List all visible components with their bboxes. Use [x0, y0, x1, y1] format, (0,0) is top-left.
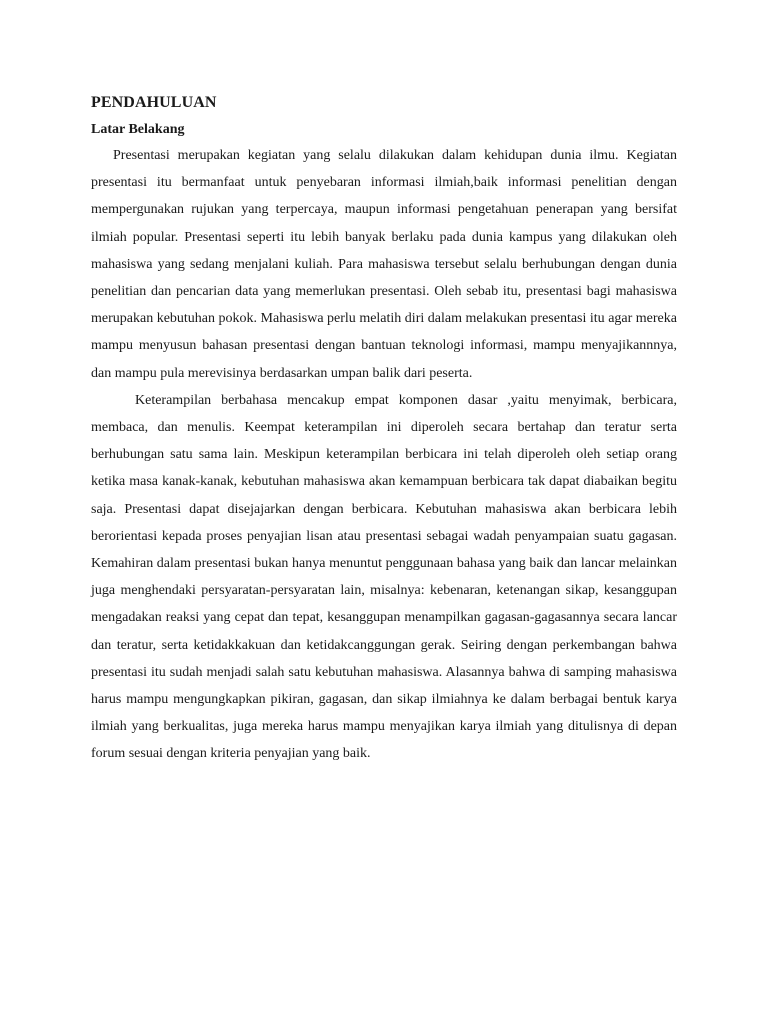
document-title: PENDAHULUAN [91, 94, 217, 111]
body-paragraph-1: Presentasi merupakan kegiatan yang selalu dilakukan dalam kehidupan dunia ilmu. Kegiatan presentasi itu bermanfaat untuk penyebaran informasi ilmiah,baik informasi penelitian dengan mempergunakan rujukan yang terpercaya, maupun informasi pengetahuan penerapan yang bersifat ilmiah popular. Presentasi seperti itu lebih banyak berlaku pada dunia kampus yang dilakukan oleh mahasiswa yang sedang menjalani kuliah. Para mahasiswa tersebut selalu berhubungan dengan dunia penelitian dan pencarian data yang memerlukan presentasi. Oleh sebab itu, presentasi bagi mahasiswa merupakan kebutuhan pokok. Mahasiswa perlu melatih diri dalam melakukan presentasi itu agar mereka mampu menyusun bahasan presentasi dengan bantuan teknologi informasi, mampu menyajikannnya, dan mampu pula merevisinya berdasarkan umpan balik dari peserta. [91, 148, 677, 381]
section-heading: Latar Belakang [91, 122, 185, 137]
body-paragraph-2: Keterampilan berbahasa mencakup empat komponen dasar ,yaitu menyimak, berbicara, membaca, dan menulis. Keempat keterampilan ini diperoleh secara bertahap dan teratur serta berhubungan satu sama lain. Meskipun keterampilan berbicara ini telah diperoleh oleh setiap orang ketika masa kanak-kanak, kebutuhan mahasiswa akan kemampuan berbicara tak dapat diabaikan begitu saja. Presentasi dapat disejajarkan dengan berbicara. Kebutuhan mahasiswa akan berbicara lebih berorientasi kepada proses penyajian lisan atau presentasi sebagai wadah penyampaian suatu gagasan. Kemahiran dalam presentasi bukan hanya menuntut penggunaan bahasa yang baik dan lancar melainkan juga menghendaki persyaratan-persyaratan lain, misalnya: kebenaran, ketenangan sikap, kesanggupan mengadakan reaksi yang cepat dan tepat, kesanggupan menampilkan gagasan-gagasannya secara lancar dan teratur, serta ketidakkakuan dan ketidakcanggungan gerak. Seiring dengan perkembangan bahwa presentasi itu sudah menjadi salah satu kebutuhan mahasiswa. Alasannya bahwa di samping mahasiswa harus mampu mengungkapkan pikiran, gagasan, dan sikap ilmiahnya ke dalam berbagai bentuk karya ilmiah yang berkualitas, juga mereka harus mampu menyajikan karya ilmiah yang ditulisnya di depan forum sesuai dengan kriteria penyajian yang baik. [91, 392, 677, 762]
document-body [91, 92, 677, 768]
